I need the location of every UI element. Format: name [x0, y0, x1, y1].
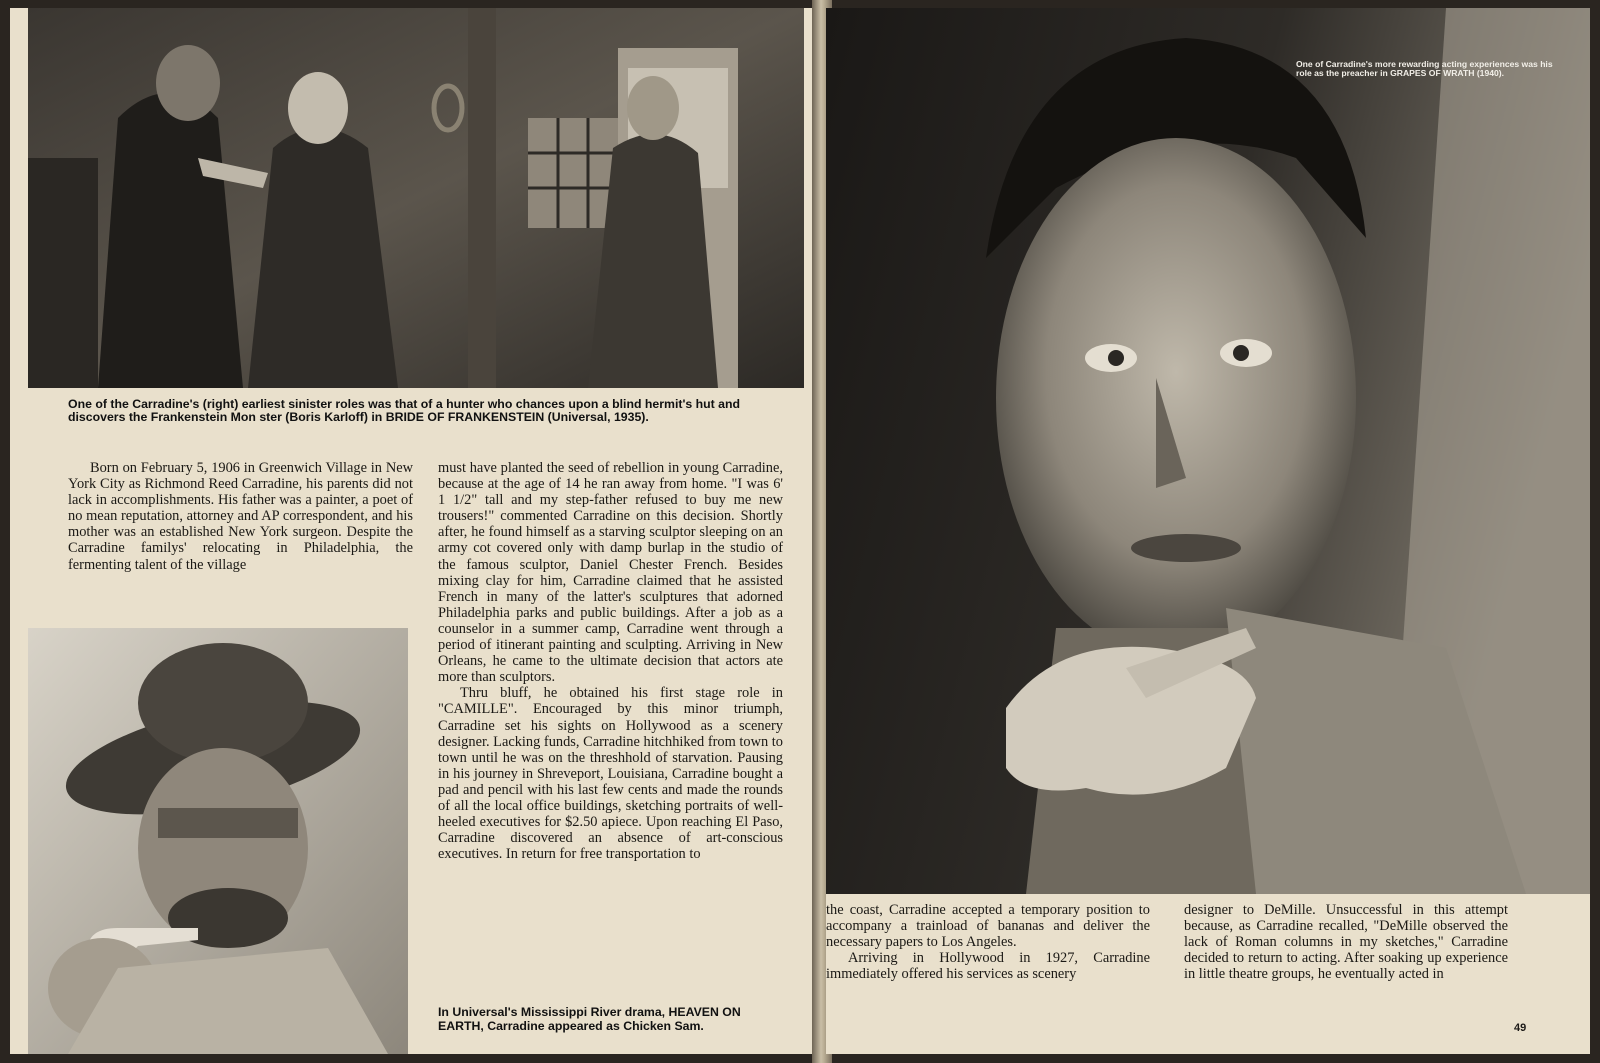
left-column-1: [68, 460, 413, 573]
paragraph: the coast, Carradine accepted a temporary position to accompany a trainload of bananas and deliver the necessary papers to Los Angeles.: [826, 902, 1150, 951]
left-page: [10, 8, 822, 1054]
right-column-1: [826, 902, 1150, 982]
bottom-photo-caption: In Universal's Mississippi River drama, HEAVEN ON EARTH, Carradine appeared as Chicken Sam.: [438, 1005, 741, 1033]
paragraph: Born on February 5, 1906 in Greenwich Village in New York City as Richmond Reed Carradine, his parents did not lack in accomplishments. His father was a painter, a poet of no mean reputation, attorney and AP correspondent, and his mother was an established New York surgeon. Despite the Carradine familys' relocating in Philadelphia, the fermenting talent of the village: [68, 460, 413, 573]
right-page: [826, 8, 1590, 1054]
heaven-on-earth-photo: [28, 628, 408, 1054]
top-photo-caption: One of the Carradine's (right) earliest sinister roles was that of a hunter who chances upon a blind hermit's hut and discovers the Frankenstein Mon ster (Boris Karloff) in BRIDE OF FRANKENSTEIN (Universal, 1935).: [68, 397, 741, 424]
paragraph: Thru bluff, he obtained his first stage role in "CAMILLE". Encouraged by this minor triumph, Carradine set his sights on Hollywood as a scenery designer. Lacking funds, Carradine hitchhiked from town to town until he was on the threshhold of starvation. Pausing in his journey in Shreveport, Louisiana, Carradine bought a pad and pencil with his last few cents and made the rounds of all the local office buildings, sketching portraits of well-heeled executives for $2.50 apiece. Upon reaching El Paso, Carradine discovered an absence of art-conscious executives. In return for free transportation to: [438, 685, 783, 863]
paragraph: must have planted the seed of rebellion in young Carradine, because at the age of 14 he ran away from home. "I was 6' 1 1/2" tall and my step-father refused to buy me new trousers!" commented Carradine on this decision. Shortly after, he found himself as a starving sculptor sleeping on an army cot covered only with damp burlap in the studio of the famous sculptor, Daniel Chester French. Besides mixing clay for him, Carradine claimed that he assisted French in many of the latter's sculptures that adorned Philadelphia parks and public buildings. After a job as a counselor in a summer camp, Carradine went through a period of itinerant painting and sculpting. Arriving in New Orleans, he came to the ultimate decision that actors ate more than sculptors.: [438, 460, 783, 686]
paragraph: Arriving in Hollywood in 1927, Carradine immediately offered his services as scenery: [826, 950, 1150, 983]
left-column-2: [438, 460, 783, 862]
right-column-2: [1184, 902, 1508, 982]
bride-of-frankenstein-photo: [28, 8, 804, 388]
right-photo-caption: One of Carradine's more rewarding acting experiences was his role as the preacher in GRAPES OF WRATH (1940).: [1296, 59, 1553, 79]
grapes-of-wrath-photo: [826, 8, 1590, 894]
page-number: 49: [1514, 1022, 1527, 1034]
paragraph: designer to DeMille. Unsuccessful in this attempt because, as Carradine recalled, "DeMille observed the lack of Roman columns in my sketches," Carradine decided to return to acting. After soaking up experience in little theatre groups, he eventually acted in: [1184, 902, 1508, 983]
